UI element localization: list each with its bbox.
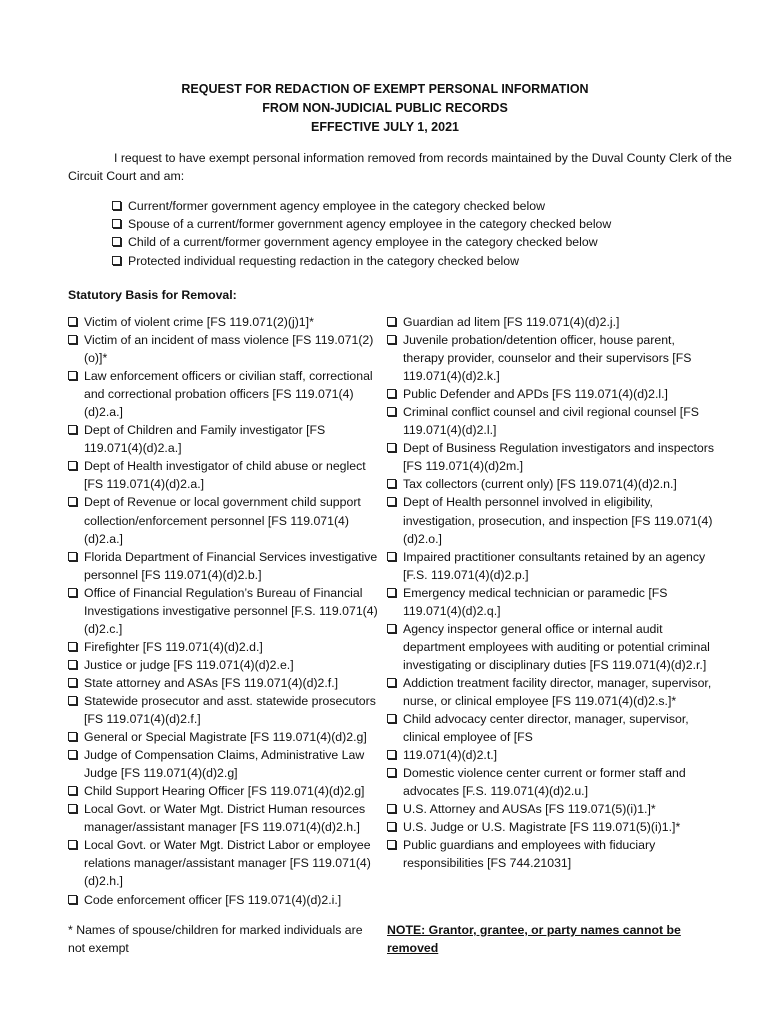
checkbox[interactable] [387,822,396,831]
statute-label: Domestic violence center current or former staff and advocates [F.S. 119.071(4)(d)2.u.] [403,766,686,799]
statute-option[interactable] [68,313,380,331]
checkbox[interactable] [68,786,77,795]
requester-type-label: Child of a current/former government agency employee in the category checked below [128,235,598,250]
statute-label: U.S. Attorney and AUSAs [FS 119.071(5)(i)1.]* [403,802,656,817]
checkbox[interactable] [112,219,121,228]
checkbox[interactable] [68,642,77,651]
statutory-heading: Statutory Basis for Removal: [68,288,237,302]
statute-option[interactable] [68,746,380,782]
checkbox[interactable] [68,335,77,344]
statute-label: Justice or judge [FS 119.071(4)(d)2.e.] [84,657,294,672]
checkbox[interactable] [387,335,396,344]
statute-option[interactable] [68,457,380,493]
statute-label: Victim of an incident of mass violence [FS 119.071(2)(o)]* [84,333,374,366]
checkbox[interactable] [112,256,121,265]
checkbox[interactable] [68,840,77,849]
statute-label: General or Special Magistrate [FS 119.071(4)(d)2.g] [84,730,367,745]
statute-label: Office of Financial Regulation’s Bureau of Financial Investigations investigative personnel [F.S. 119.071(4)(d)2.c.] [84,585,378,636]
checkbox[interactable] [387,714,396,723]
statute-label: Public guardians and employees with fiduciary responsibilities [FS 744.21031] [403,838,656,871]
checkbox[interactable] [68,425,77,434]
statute-label: Victim of violent crime [FS 119.071(2)(j)1]* [84,315,314,329]
statute-option[interactable] [387,764,717,800]
checkbox[interactable] [68,696,77,705]
statute-option[interactable] [387,403,717,439]
requester-type-option[interactable] [112,197,712,215]
note: NOTE: Grantor, grantee, or party names cannot be removed [387,923,681,955]
statute-option[interactable] [387,674,717,710]
title-line-1: REQUEST FOR REDACTION OF EXEMPT PERSONAL INFORMATION [181,82,589,96]
requester-type-label: Protected individual requesting redaction in the category checked below [128,253,520,268]
requester-type-option[interactable] [112,215,712,233]
statute-option[interactable] [387,548,717,584]
requester-type-option[interactable] [112,252,712,270]
statute-label: Dept of Health personnel involved in eligibility, investigation, prosecution, and inspection [FS 119.071(4)(d)2.o.] [403,495,713,546]
statute-label: Dept of Children and Family investigator [FS 119.071(4)(d)2.a.] [84,423,326,456]
checkbox[interactable] [68,678,77,687]
statute-label: 119.071(4)(d)2.t.] [403,748,498,763]
statute-option[interactable] [387,331,717,385]
statute-option[interactable] [387,439,717,475]
statute-option[interactable] [68,728,380,746]
statute-label: Local Govt. or Water Mgt. District Labor or employee relations manager/assistant manager [FS 119.071(4)(d)2.h.] [84,838,371,889]
statute-label: Local Govt. or Water Mgt. District Human resources manager/assistant manager [FS 119.071(4)(d)2.h.] [84,802,366,835]
checkbox[interactable] [387,552,396,561]
statute-label: Tax collectors (current only) [FS 119.071(4)(d)2.n.] [403,477,677,492]
statute-option[interactable] [68,638,380,656]
statute-option[interactable] [68,548,380,584]
statute-option[interactable] [68,800,380,836]
statute-label: Code enforcement officer [FS 119.071(4)(d)2.i.] [84,892,342,907]
statute-label: Judge of Compensation Claims, Administrative Law Judge [FS 119.071(4)(d)2.g] [84,748,365,781]
checkbox[interactable] [68,497,77,506]
statute-label: Florida Department of Financial Services investigative personnel [FS 119.071(4)(d)2.b.] [84,549,378,582]
checkbox[interactable] [387,588,396,597]
checkbox[interactable] [68,317,77,326]
statute-option[interactable] [68,493,380,547]
statute-option[interactable] [387,493,717,547]
checkbox[interactable] [112,201,121,210]
checkbox[interactable] [68,804,77,813]
checkbox[interactable] [387,804,396,813]
checkbox[interactable] [387,750,396,759]
statute-label: Law enforcement officers or civilian staff, correctional and correctional probation officers [FS 119.071(4)(d)2.a.] [84,369,373,420]
statute-option[interactable] [68,584,380,638]
statute-option[interactable] [68,331,380,367]
statute-option[interactable] [68,782,380,800]
statute-option[interactable] [68,836,380,890]
statute-label: Dept of Revenue or local government child support collection/enforcement personnel [FS 119.071(4)(d)2.a.] [84,495,361,546]
statute-option[interactable] [387,800,717,818]
checkbox[interactable] [68,461,77,470]
statute-label: Child Support Hearing Officer [FS 119.071(4)(d)2.g] [84,784,365,799]
checkbox[interactable] [68,552,77,561]
checkbox[interactable] [68,660,77,669]
title-line-3: EFFECTIVE JULY 1, 2021 [311,120,459,134]
statute-option[interactable] [68,692,380,728]
statute-label: Public Defender and APDs [FS 119.071(4)(d)2.l.] [403,387,668,402]
statute-label: U.S. Judge or U.S. Magistrate [FS 119.071(5)(i)1.]* [403,820,681,835]
statute-label: State attorney and ASAs [FS 119.071(4)(d)2.f.] [84,675,339,690]
checkbox[interactable] [387,497,396,506]
checkbox[interactable] [387,317,396,326]
statute-label: Emergency medical technician or paramedic [FS 119.071(4)(d)2.q.] [403,585,668,618]
checkbox[interactable] [387,678,396,687]
statute-option[interactable] [387,620,717,674]
requester-type-label: Current/former government agency employee in the category checked below [128,199,545,213]
statute-option[interactable] [387,746,717,764]
statute-label: Firefighter [FS 119.071(4)(d)2.d.] [84,639,263,654]
statute-label: Child advocacy center director, manager, supervisor, clinical employee of [FS [403,712,689,745]
statute-option[interactable] [387,385,717,403]
statute-option[interactable] [387,584,717,620]
statute-label: Impaired practitioner consultants retained by an agency [F.S. 119.071(4)(d)2.p.] [403,549,706,582]
statutory-list-right [387,313,717,872]
checkbox[interactable] [387,443,396,452]
statute-option[interactable] [68,674,380,692]
statute-label: Addiction treatment facility director, manager, supervisor, nurse, or clinical employee [FS 119.071(4)(d)2.s.]* [403,675,712,708]
checkbox[interactable] [387,407,396,416]
form-title [0,80,770,137]
checkbox[interactable] [68,371,77,380]
statute-label: Dept of Health investigator of child abuse or neglect [FS 119.071(4)(d)2.a.] [84,459,366,492]
statute-option[interactable] [68,656,380,674]
checkbox[interactable] [387,479,396,488]
checkbox[interactable] [68,588,77,597]
statute-label: Dept of Business Regulation investigators and inspectors [FS 119.071(4)(d)2m.] [403,441,715,474]
statutory-list-left [68,313,380,909]
requester-type-option[interactable] [112,233,712,251]
checkbox[interactable] [112,237,121,246]
checkbox[interactable] [387,624,396,633]
statute-option[interactable] [387,818,717,836]
statute-option[interactable] [68,421,380,457]
statute-label: Agency inspector general office or internal audit department employees with auditing or potential criminal investigating or disciplinary duties [FS 119.071(4)(d)2.r.] [403,621,710,672]
statute-option[interactable] [387,475,717,493]
statute-label: Juvenile probation/detention officer, house parent, therapy provider, counselor and their supervisors [FS 119.071(4)(d)2.k.] [403,333,692,384]
requester-type-label: Spouse of a current/former government agency employee in the category checked below [128,217,612,232]
statute-label: Criminal conflict counsel and civil regional counsel [FS 119.071(4)(d)2.l.] [403,405,699,438]
footnote: * Names of spouse/children for marked individuals are not exempt [68,923,363,955]
statute-option[interactable] [387,710,717,746]
statute-option[interactable] [68,367,380,421]
statute-label: Statewide prosecutor and asst. statewide prosecutors [FS 119.071(4)(d)2.f.] [84,693,376,727]
checkbox[interactable] [387,768,396,777]
statute-option[interactable] [387,313,717,331]
checkbox[interactable] [68,732,77,741]
title-line-2: FROM NON-JUDICIAL PUBLIC RECORDS [262,101,508,115]
statute-label: Guardian ad litem [FS 119.071(4)(d)2.j.] [403,315,620,329]
statute-option[interactable] [387,836,717,872]
checkbox[interactable] [68,750,77,759]
checkbox[interactable] [68,895,77,904]
checkbox[interactable] [387,389,396,398]
statute-option[interactable] [68,891,380,909]
intro-paragraph: I request to have exempt personal information removed from records maintained by the Duval County Clerk of the Circuit Court and am: [68,151,732,183]
checkbox[interactable] [387,840,396,849]
requester-type-list [112,197,712,270]
